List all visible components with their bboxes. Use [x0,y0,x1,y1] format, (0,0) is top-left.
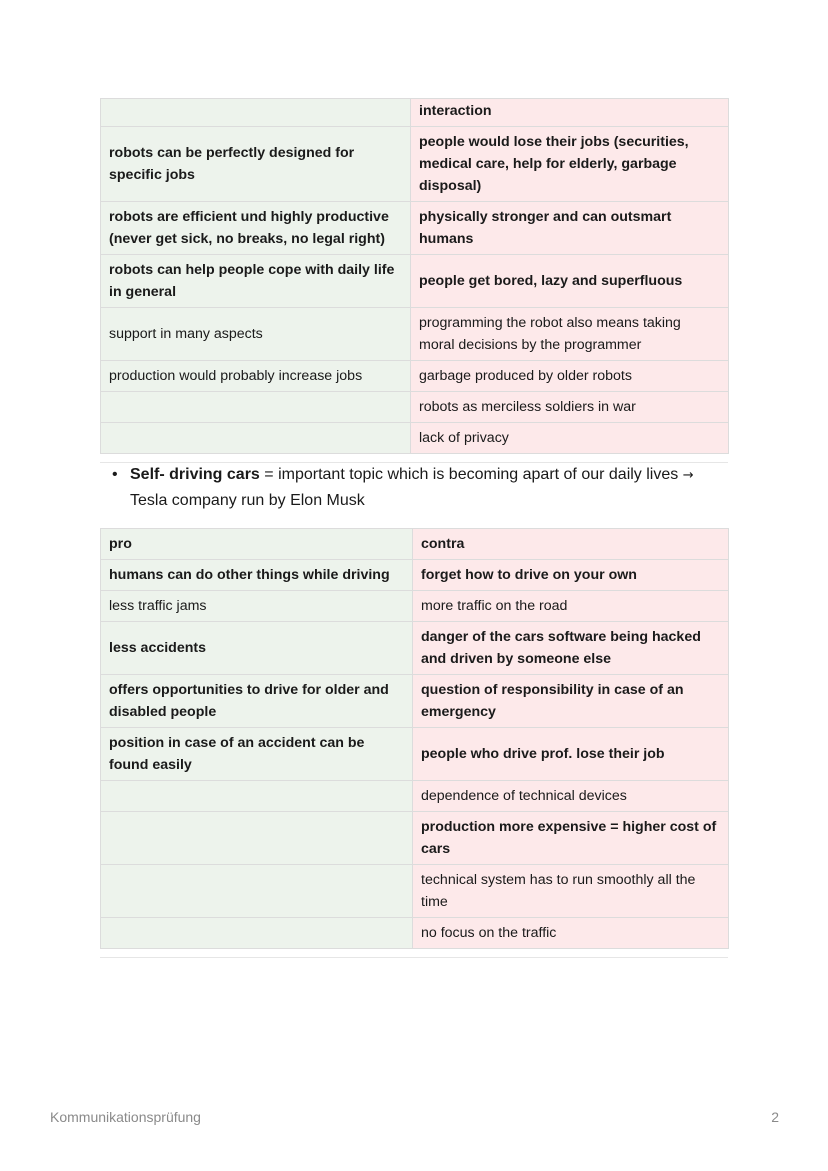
table-row [101,865,729,918]
self-driving-pro-contra-table [100,528,729,949]
pro-cell: position in case of an accident can be found easily [101,728,413,781]
pro-cell [101,423,411,454]
contra-cell: technical system has to run smoothly all the time [413,865,729,918]
contra-cell: question of responsibility in case of an emergency [413,675,729,728]
table-row [101,728,729,781]
contra-cell: physically stronger and can outsmart humans [411,202,729,255]
table-row [101,255,729,308]
table-row [101,202,729,255]
self-driving-cars-bullet [112,462,732,513]
table-row [101,392,729,423]
bullet-body: = important topic which is becoming apart of our daily lives [259,466,683,483]
table-row [101,591,729,622]
pro-cell [101,918,413,949]
pro-cell: robots can help people cope with daily life in general [101,255,411,308]
contra-cell: robots as merciless soldiers in war [411,392,729,423]
bullet-marker: • [112,466,118,483]
pro-cell: production would probably increase jobs [101,361,411,392]
pro-cell: less traffic jams [101,591,413,622]
pro-cell [101,865,413,918]
contra-header: contra [413,529,729,560]
contra-cell: people get bored, lazy and superfluous [411,255,729,308]
contra-cell: production more expensive = higher cost of cars [413,812,729,865]
pro-cell: support in many aspects [101,308,411,361]
robots-pro-contra-table [100,98,729,454]
table-row [101,812,729,865]
contra-cell: garbage produced by older robots [411,361,729,392]
table-row [101,361,729,392]
pro-header: pro [101,529,413,560]
pro-cell [101,781,413,812]
table-row [101,622,729,675]
pro-cell: offers opportunities to drive for older and disabled people [101,675,413,728]
pro-cell: humans can do other things while driving [101,560,413,591]
contra-cell: danger of the cars software being hacked and driven by someone else [413,622,729,675]
table-row [101,781,729,812]
table-bottom-divider [100,957,728,958]
contra-cell: no focus on the traffic [413,918,729,949]
footer-title: Kommunikationsprüfung [50,1109,201,1125]
table-bottom-divider [100,462,728,463]
table-header-row [101,529,729,560]
pro-cell [101,392,411,423]
table-row [101,918,729,949]
arrow-right-icon: → [682,468,694,483]
pro-cell [101,812,413,865]
table-row [101,127,729,202]
pro-cell: robots are efficient und highly productive (never get sick, no breaks, no legal right) [101,202,411,255]
contra-cell: people would lose their jobs (securities, medical care, help for elderly, garbage disposal) [411,127,729,202]
contra-cell: interaction [411,99,729,127]
pro-cell [101,99,411,127]
bullet-text [130,462,732,513]
table-row [101,675,729,728]
table-row [101,423,729,454]
contra-cell: forget how to drive on your own [413,560,729,591]
contra-cell: dependence of technical devices [413,781,729,812]
contra-cell: people who drive prof. lose their job [413,728,729,781]
pro-cell: less accidents [101,622,413,675]
contra-cell: lack of privacy [411,423,729,454]
page-number: 2 [771,1109,779,1125]
contra-cell: more traffic on the road [413,591,729,622]
table-row [101,308,729,361]
bullet-title: Self- driving cars [130,466,260,483]
contra-cell: programming the robot also means taking moral decisions by the programmer [411,308,729,361]
table-row [101,560,729,591]
table-row [101,99,729,127]
pro-cell: robots can be perfectly designed for specific jobs [101,127,411,202]
bullet-body-continued: Tesla company run by Elon Musk [130,492,365,509]
